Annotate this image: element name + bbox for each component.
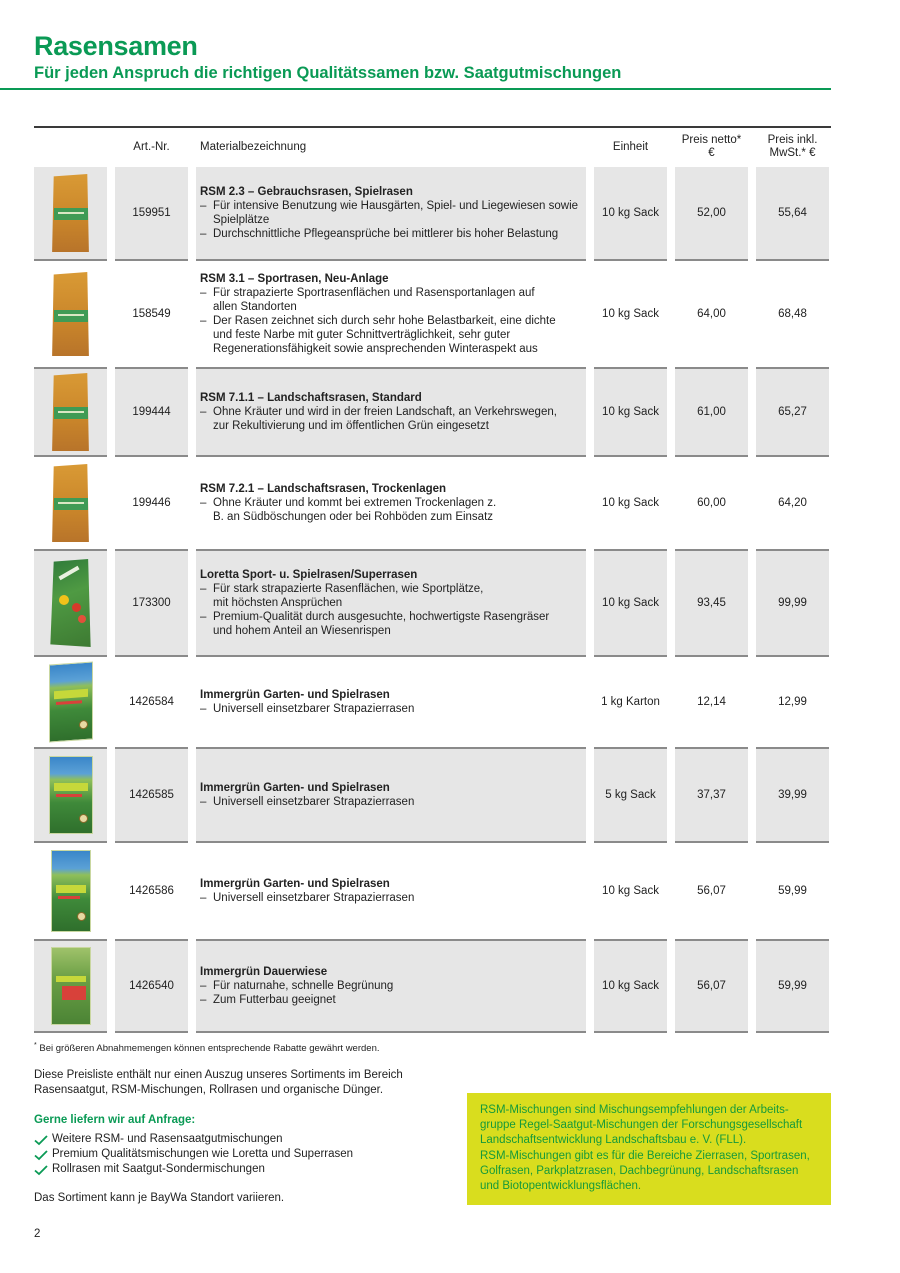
product-title: RSM 7.2.1 – Landschaftsrasen, Trockenlagen (200, 483, 447, 495)
table-row (34, 369, 831, 457)
footnote-marker: * (34, 1042, 37, 1049)
table-row (34, 657, 831, 749)
price-gross: 39,99 (756, 749, 829, 843)
unit: 1 kg Karton (594, 657, 667, 749)
price-gross: 59,99 (756, 843, 829, 941)
page-number: 2 (34, 1228, 41, 1240)
product-bullet: – Für naturnahe, schnelle Begrünung (200, 980, 394, 992)
unit: 10 kg Sack (594, 551, 667, 657)
product-title: Immergrün Garten- und Spielrasen (200, 878, 390, 890)
col-art-nr: Art.-Nr. (133, 140, 170, 153)
rsm-info-box (467, 1093, 831, 1205)
paper-seed-bag-icon (51, 272, 91, 356)
product-image (34, 457, 107, 551)
art-nr: 158549 (115, 261, 188, 369)
col-price-gross (756, 134, 829, 160)
material-description (196, 167, 586, 261)
product-image (34, 551, 107, 657)
list-item (34, 1132, 353, 1147)
info-line: Landschaftsentwicklung Landschaftsbau e. V. (FLL). (480, 1134, 747, 1147)
on-request-list (34, 1132, 353, 1177)
price-gross: 68,48 (756, 261, 829, 369)
page-subtitle: Für jeden Anspruch die richtigen Qualitätssamen bzw. Saatgutmischungen (34, 64, 622, 82)
material-description (196, 843, 586, 941)
product-bullet: – Für strapazierte Sportrasenflächen und Rasensportanlagen auf allen Standorten (200, 287, 535, 313)
paper-seed-bag-icon (51, 174, 91, 252)
product-image (34, 843, 107, 941)
page-header (34, 30, 621, 84)
product-bullet: – Universell einsetzbarer Strapazierrasen (200, 796, 415, 808)
price-net: 37,37 (675, 749, 748, 843)
product-bullet: – Durchschnittliche Pflegeansprüche bei mittlerer bis hoher Belastung (200, 228, 559, 240)
material-description (196, 551, 586, 657)
art-nr: 199444 (115, 369, 188, 457)
unit: 10 kg Sack (594, 167, 667, 261)
price-gross: 59,99 (756, 941, 829, 1033)
product-bullet: – Der Rasen zeichnet sich durch sehr hohe Belastbarkeit, eine dichte und feste Narbe mit guter Schnittverträglichkeit, sehr guter Regenerationsfähigkeit sowie ansprechenden Winteraspekt aus (200, 315, 556, 355)
info-line: gruppe Regel-Saatgut-Mischungen der Forschungsgesellschaft (480, 1119, 803, 1132)
table-row (34, 167, 831, 261)
list-item (34, 1147, 353, 1162)
immergruen-bag-icon (49, 756, 93, 834)
product-bullet: – Premium-Qualität durch ausgesuchte, hochwertigste Rasengräser und hohem Anteil an Wiesenrispen (200, 611, 550, 637)
price-net: 56,07 (675, 941, 748, 1033)
col-price-net-line2: € (708, 147, 715, 159)
table-header (34, 126, 831, 166)
price-net: 61,00 (675, 369, 748, 457)
product-bullet: – Universell einsetzbarer Strapazierrasen (200, 703, 415, 715)
price-gross: 99,99 (756, 551, 829, 657)
product-bullet: – Für stark strapazierte Rasenflächen, wie Sportplätze, mit höchsten Ansprüchen (200, 583, 484, 609)
col-material: Materialbezeichnung (200, 140, 307, 153)
product-title: Immergrün Dauerwiese (200, 966, 328, 978)
table-row (34, 261, 831, 369)
header-divider (0, 88, 831, 90)
intro-text (34, 1068, 454, 1098)
dauerwiese-bag-icon (51, 947, 91, 1025)
price-gross: 12,99 (756, 657, 829, 749)
col-price-gross-line2: MwSt.* € (769, 147, 816, 159)
col-price-net-line1: Preis netto* (681, 134, 742, 146)
art-nr: 1426540 (115, 941, 188, 1033)
price-gross: 65,27 (756, 369, 829, 457)
material-description (196, 657, 586, 749)
product-title: RSM 2.3 – Gebrauchsrasen, Spielrasen (200, 186, 413, 198)
product-title: Loretta Sport- u. Spielrasen/Superrasen (200, 569, 418, 581)
paper-seed-bag-icon (51, 373, 91, 451)
price-gross: 55,64 (756, 167, 829, 261)
intro-line: Diese Preisliste enthält nur einen Auszug unseres Sortiments im Bereich (34, 1069, 403, 1081)
product-bullet: – Zum Futterbau geeignet (200, 994, 336, 1006)
price-net: 64,00 (675, 261, 748, 369)
intro-line: Rasensaatgut, RSM-Mischungen, Rollrasen und organische Dünger. (34, 1084, 384, 1096)
page-title: Rasensamen (34, 31, 198, 61)
product-image (34, 167, 107, 261)
product-bullet: – Universell einsetzbarer Strapazierrasen (200, 892, 415, 904)
unit: 10 kg Sack (594, 369, 667, 457)
material-description (196, 941, 586, 1033)
checkmark-icon (34, 1149, 48, 1161)
loretta-seed-bag-icon (50, 559, 92, 647)
table-row (34, 941, 831, 1033)
unit: 5 kg Sack (594, 749, 667, 843)
material-description (196, 261, 586, 369)
product-image (34, 749, 107, 843)
product-image (34, 369, 107, 457)
product-image (34, 941, 107, 1033)
art-nr: 199446 (115, 457, 188, 551)
col-unit: Einheit (612, 140, 649, 153)
product-bullet: – Ohne Kräuter und wird in der freien Landschaft, an Verkehrswegen, zur Rekultivierung und im öffentlichen Grün eingesetzt (200, 406, 557, 432)
paper-seed-bag-icon (51, 464, 91, 542)
info-line: RSM-Mischungen sind Mischungsempfehlungen der Arbeits- (480, 1104, 789, 1116)
immergruen-box-icon (49, 661, 93, 742)
unit: 10 kg Sack (594, 261, 667, 369)
price-net: 52,00 (675, 167, 748, 261)
art-nr: 1426586 (115, 843, 188, 941)
material-description (196, 457, 586, 551)
col-price-net (675, 134, 748, 160)
product-image (34, 261, 107, 369)
product-title: Immergrün Garten- und Spielrasen (200, 782, 390, 794)
material-description (196, 749, 586, 843)
price-net: 60,00 (675, 457, 748, 551)
on-request-title: Gerne liefern wir auf Anfrage: (34, 1114, 196, 1126)
unit: 10 kg Sack (594, 457, 667, 551)
info-line: Golfrasen, Parkplatzrasen, Dachbegrünung, Landschaftsrasen (480, 1164, 799, 1177)
product-bullet: – Ohne Kräuter und kommt bei extremen Trockenlagen z. B. an Südböschungen oder bei Rohböden zum Einsatz (200, 497, 497, 523)
art-nr: 1426585 (115, 749, 188, 843)
list-item-text: Rollrasen mit Saatgut-Sondermischungen (52, 1163, 265, 1175)
price-net: 12,14 (675, 657, 748, 749)
col-price-gross-line1: Preis inkl. (767, 134, 818, 146)
product-image (34, 657, 107, 749)
list-item (34, 1162, 353, 1177)
immergruen-bag-icon (51, 850, 91, 932)
art-nr: 173300 (115, 551, 188, 657)
table-row (34, 457, 831, 551)
unit: 10 kg Sack (594, 941, 667, 1033)
product-title: RSM 3.1 – Sportrasen, Neu-Anlage (200, 273, 389, 285)
price-net: 93,45 (675, 551, 748, 657)
list-item-text: Weitere RSM- und Rasensaatgutmischungen (52, 1133, 283, 1145)
checkmark-icon (34, 1134, 48, 1146)
price-net: 56,07 (675, 843, 748, 941)
footnote (34, 1042, 380, 1054)
info-line: RSM-Mischungen gibt es für die Bereiche Zierrasen, Sportrasen, (480, 1149, 810, 1162)
art-nr: 1426584 (115, 657, 188, 749)
product-title: RSM 7.1.1 – Landschaftsrasen, Standard (200, 392, 422, 404)
sortiment-note: Das Sortiment kann je BayWa Standort variieren. (34, 1192, 285, 1204)
footnote-text: Bei größeren Abnahmemengen können entsprechende Rabatte gewährt werden. (39, 1043, 380, 1055)
checkmark-icon (34, 1164, 48, 1176)
material-description (196, 369, 586, 457)
price-table (34, 126, 831, 1033)
product-title: Immergrün Garten- und Spielrasen (200, 689, 390, 701)
table-row (34, 843, 831, 941)
price-gross: 64,20 (756, 457, 829, 551)
unit: 10 kg Sack (594, 843, 667, 941)
product-bullet: – Für intensive Benutzung wie Hausgärten, Spiel- und Liegewiesen sowie Spielplätze (200, 200, 579, 226)
table-row (34, 749, 831, 843)
table-row (34, 551, 831, 657)
list-item-text: Premium Qualitätsmischungen wie Loretta und Superrasen (52, 1148, 354, 1160)
info-line: und Biotopentwicklungsflächen. (480, 1180, 642, 1193)
art-nr: 159951 (115, 167, 188, 261)
